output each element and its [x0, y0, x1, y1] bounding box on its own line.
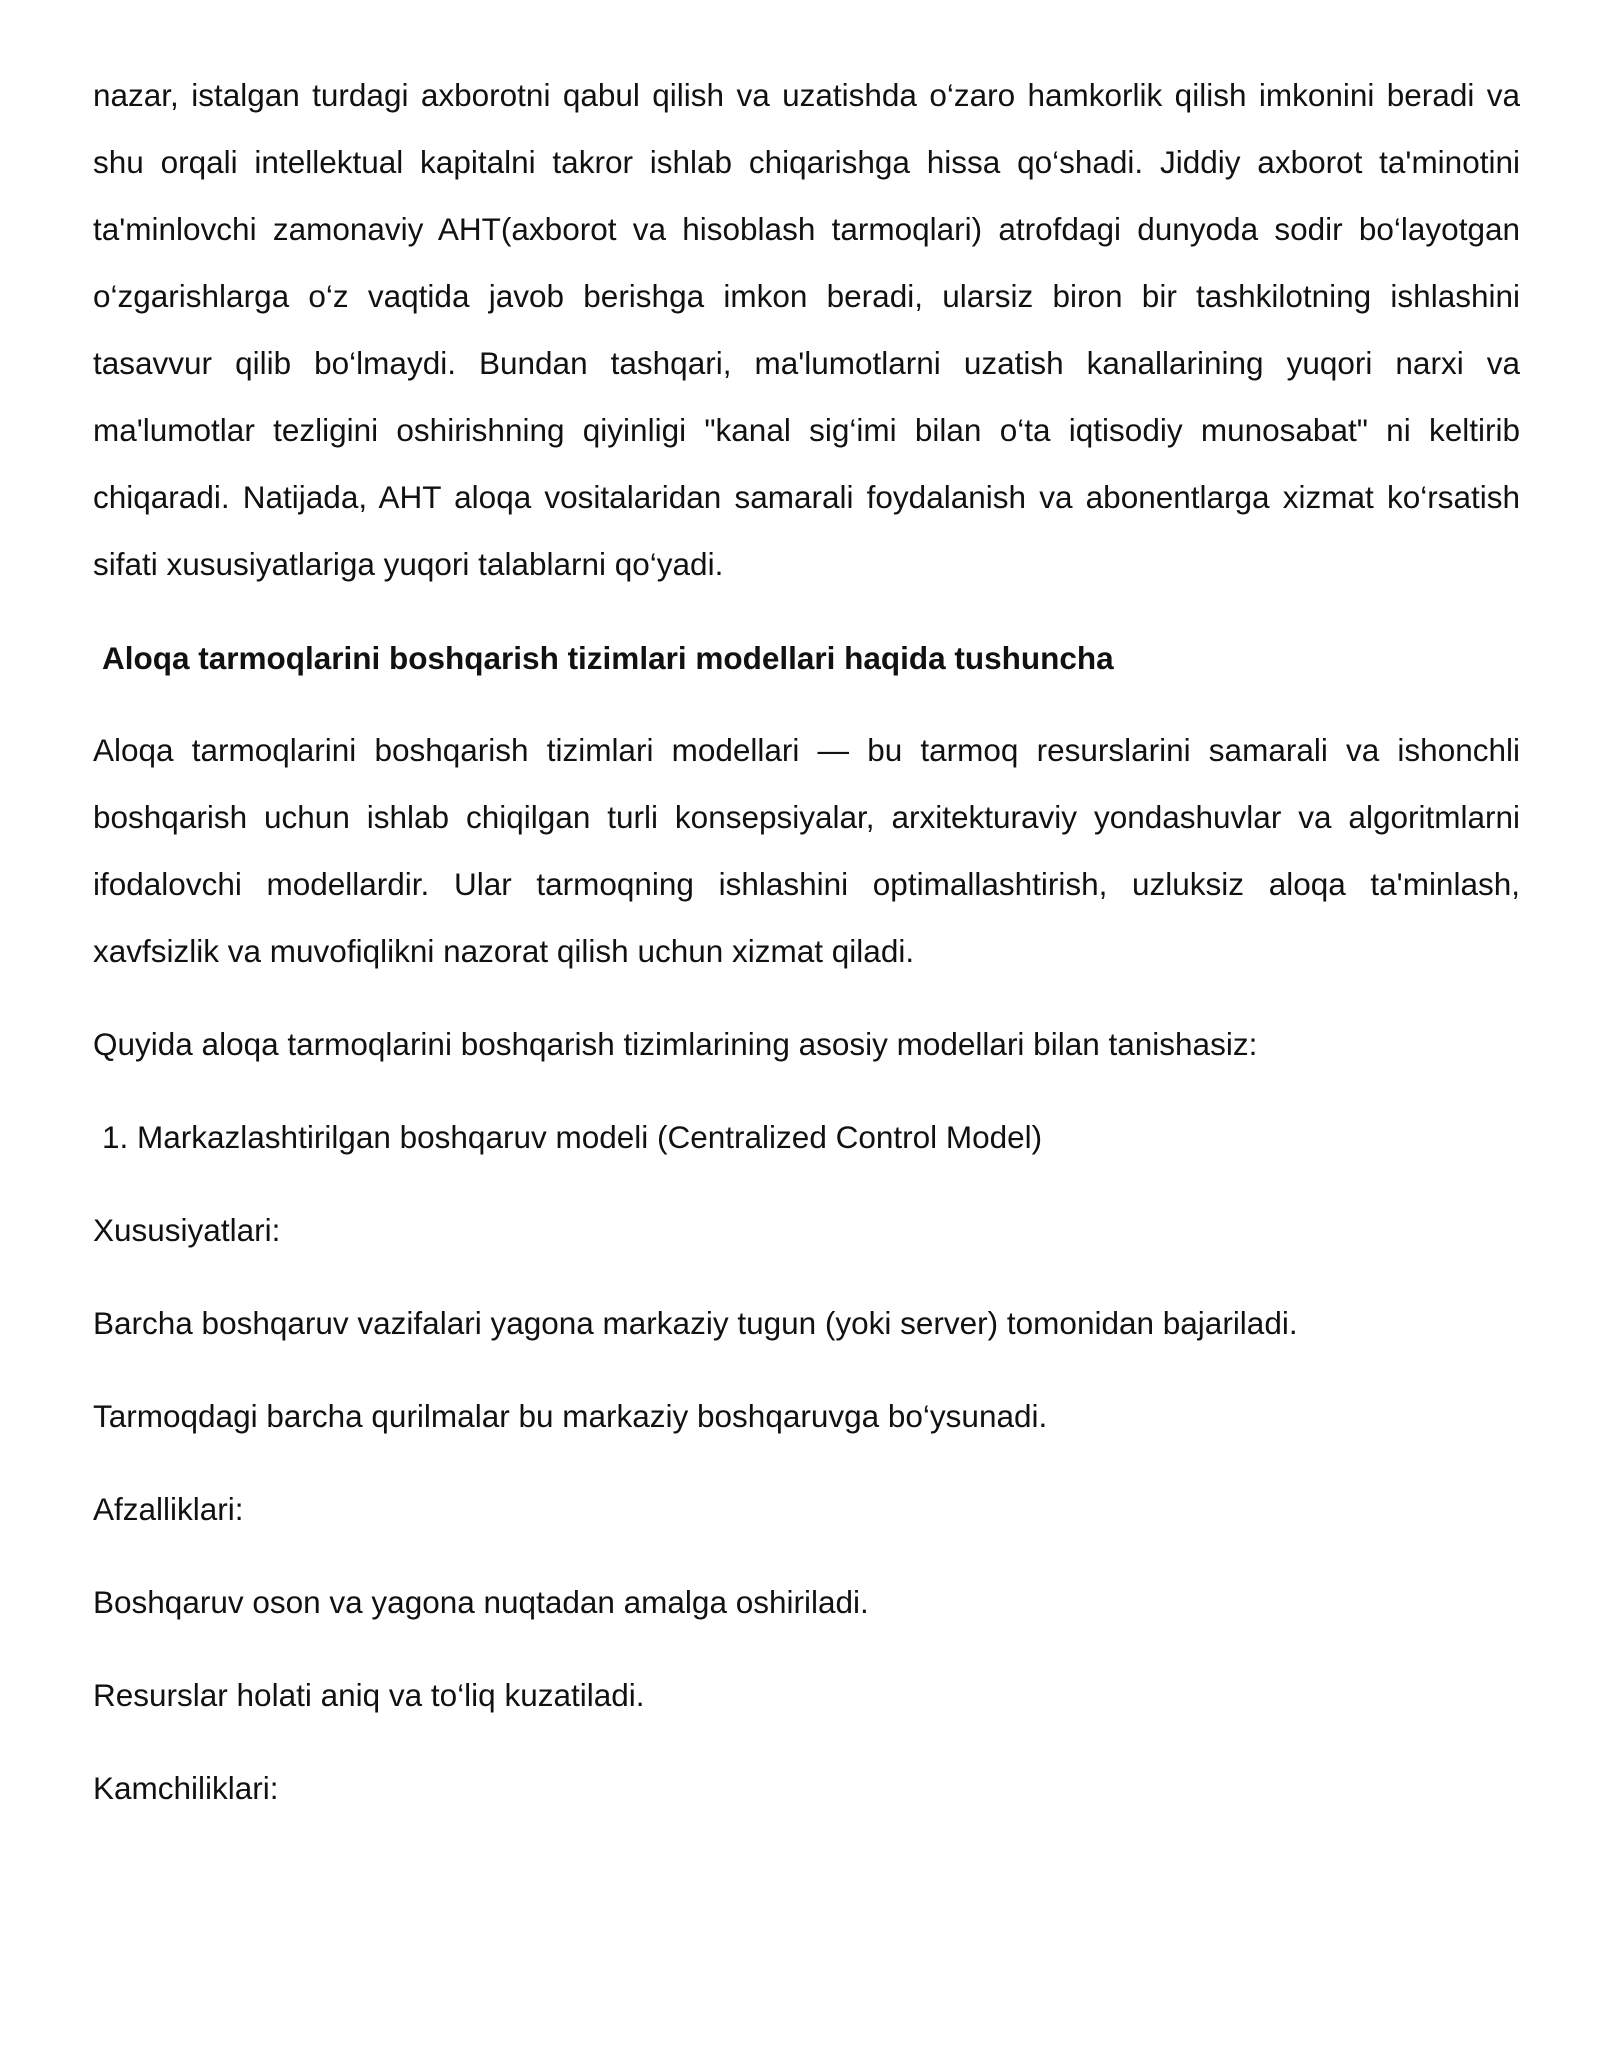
section-heading: Aloqa tarmoqlarini boshqarish tizimlari modellari haqida tushuncha: [102, 640, 1114, 676]
advantage-item: Boshqaruv oson va yagona nuqtadan amalga oshiriladi.: [93, 1584, 869, 1620]
disadvantages-label: Kamchiliklari:: [93, 1770, 279, 1806]
model-title: 1. Markazlashtirilgan boshqaruv modeli (Centralized Control Model): [102, 1119, 1043, 1155]
advantages-label: Afzalliklari:: [93, 1491, 244, 1527]
advantage-item: Resurslar holati aniq va to‘liq kuzatiladi.: [93, 1677, 645, 1713]
document-page: [93, 62, 1520, 1822]
intro-line: Quyida aloqa tarmoqlarini boshqarish tizimlarining asosiy modellari bilan tanishasiz:: [93, 1026, 1258, 1062]
body-paragraph: nazar, istalgan turdagi axborotni qabul qilish va uzatishda o‘zaro hamkorlik qilish imkonini beradi va shu orqali intellektual kapitalni takror ishlab chiqarishga hissa qo‘shadi. Jiddiy axborot ta'minotini ta'minlovchi zamonaviy AHT(axborot va hisoblash tarmoqlari) atrofdagi dunyoda sodir bo‘layotgan o‘zgarishlarga o‘z vaqtida javob berishga imkon beradi, ularsiz biron bir tashkilotning ishlashini tasavvur qilib bo‘lmaydi. Bundan tashqari, ma'lumotlarni uzatish kanallarining yuqori narxi va ma'lumotlar tezligini oshirishning qiyinligi "kanal sig‘imi bilan o‘ta iqtisodiy munosabat" ni keltirib chiqaradi. Natijada, AHT aloqa vositalaridan samarali foydalanish va abonentlarga xizmat ko‘rsatish sifati xususiyatlariga yuqori talablarni qo‘yadi.: [93, 77, 1520, 582]
body-paragraph: Aloqa tarmoqlarini boshqarish tizimlari modellari — bu tarmoq resurslarini samarali va ishonchli boshqarish uchun ishlab chiqilgan turli konsepsiyalar, arxitekturaviy yondashuvlar va algoritmlarni ifodalovchi modellardir. Ular tarmoqning ishlashini optimallashtirish, uzluksiz aloqa ta'minlash, xavfsizlik va muvofiqlikni nazorat qilish uchun xizmat qiladi.: [93, 732, 1520, 969]
feature-item: Tarmoqdagi barcha qurilmalar bu markaziy boshqaruvga bo‘ysunadi.: [93, 1398, 1048, 1434]
features-label: Xususiyatlari:: [93, 1212, 281, 1248]
feature-item: Barcha boshqaruv vazifalari yagona markaziy tugun (yoki server) tomonidan bajariladi.: [93, 1305, 1298, 1341]
